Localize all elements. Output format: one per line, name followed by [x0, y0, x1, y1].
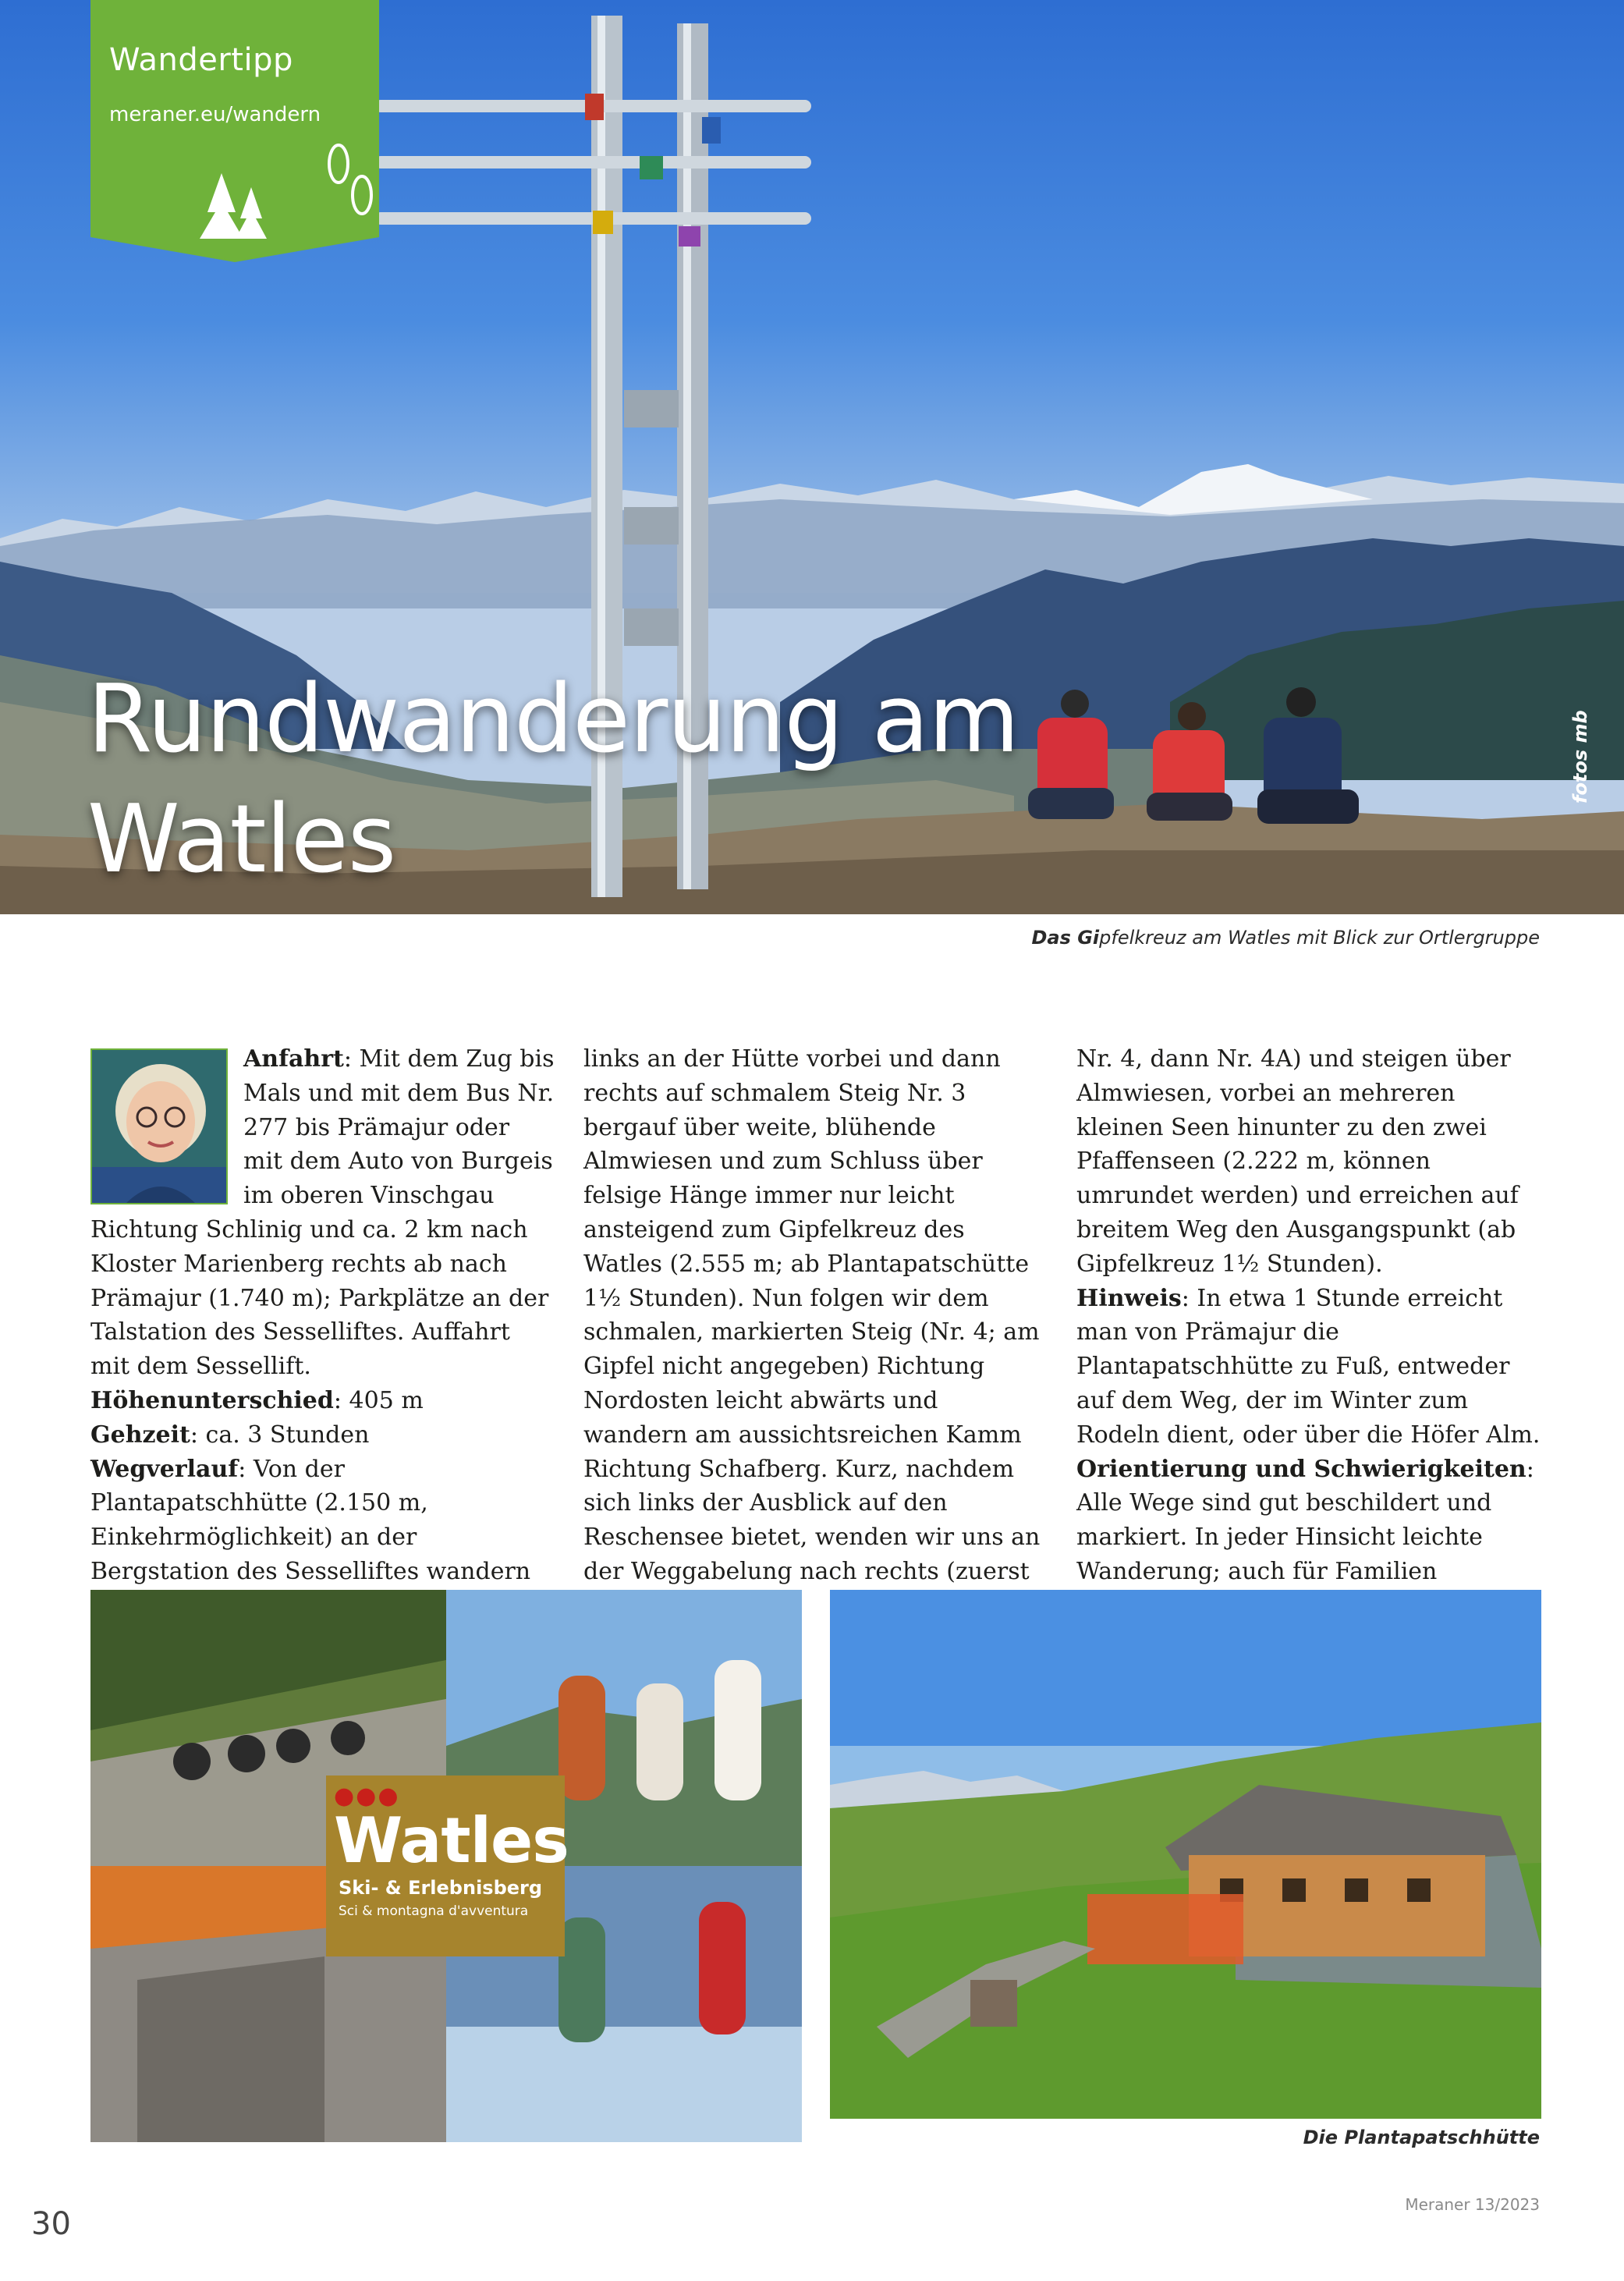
label-gehzeit: Gehzeit — [90, 1421, 190, 1449]
hut-scene — [830, 1590, 1541, 2119]
logo-dots-icon: ●●● — [334, 1783, 400, 1810]
article-column-2 — [583, 1042, 1048, 1623]
article-paragraph — [1076, 1282, 1541, 1453]
label-hinweis: Hinweis — [1076, 1284, 1182, 1312]
text-anfahrt: : Mit dem Zug bis Mals und mit dem Bus Nr. 277 bis Prämajur oder mit dem Auto von Burgeis im oberen Vinschgau Richtung Schlinig und ca. 2 km nach Kloster Marienberg rechts ab nach Prämajur (1.740 m); Parkplätze an der Talstation des Sesselliftes. Auffahrt mit dem Sessellift. — [90, 1045, 555, 1381]
article-paragraph — [90, 1418, 555, 1453]
hut-caption: Die Plantapatschhütte — [1303, 2127, 1540, 2148]
article-paragraph — [90, 1384, 555, 1418]
label-wegverlauf: Wegverlauf — [90, 1455, 239, 1483]
article-body — [90, 1042, 1541, 1585]
tag-title: Wandertipp — [109, 42, 293, 78]
page-title: Rundwanderung am Watles — [87, 665, 1019, 894]
article-column-1 — [90, 1042, 555, 1623]
label-orientierung: Orientierung und Schwierigkeiten — [1076, 1455, 1526, 1483]
text-hoehenunterschied: : 405 m — [333, 1386, 424, 1414]
article-paragraph: Nr. 4, dann Nr. 4A) und steigen über Almwiesen, vorbei an mehreren kleinen Seen hinunter zu den zwei Pfaffenseen (2.222 m, können umrundet werden) und erreichen auf breitem Weg den Ausgangspunkt (ab Gipfelkreuz 1½ Stunden). — [1076, 1045, 1519, 1278]
article-paragraph: links an der Hütte vorbei und dann rechts auf schmalem Steig Nr. 3 bergauf über weite, blühende Almwiesen und zum Schluss über felsige Hänge immer nur leicht ansteigend zum Gipfelkreuz des Watles (2.555 m; ab Plantapatschütte 1½ Stunden). Nun folgen wir dem schmalen, markierten Steig (Nr. 4; am Gipfel nicht angegeben) Richtung Nordosten leicht abwärts und wandern am aussichtsreichen Kamm Richtung Schafberg. Kurz, nachdem sich links der Ausblick auf den Reschensee bietet, wenden wir uns an der Weggabelung nach rechts (zuerst — [583, 1045, 1041, 1585]
wandertipp-tag — [90, 0, 379, 262]
text-gehzeit: : ca. 3 Stunden — [190, 1421, 370, 1449]
hero-photo — [0, 0, 1624, 914]
article-column-3 — [1076, 1042, 1541, 1623]
hero-caption-text: pfelkreuz am Watles mit Blick zur Ortlergruppe — [1099, 927, 1540, 949]
ad-subtitle-de: Ski- & Erlebnisberg — [339, 1877, 543, 1899]
hero-caption-bold: Das Gi — [1031, 927, 1100, 949]
text-wegverlauf: : Von der Plantapatschhütte (2.150 m, Einkehrmöglichkeit) an der Bergstation des Sesselliftes wandern — [90, 1455, 531, 1585]
text-hinweis: : In etwa 1 Stunde erreicht man von Prämajur die Plantapatschhütte zu Fuß, entweder auf dem Weg, der im Winter zum Rodeln dient, oder über die Höfer Alm. — [1076, 1284, 1541, 1449]
watles-advertisement[interactable] — [90, 1590, 802, 2142]
tag-url[interactable]: meraner.eu/wandern — [109, 103, 321, 126]
hero-caption — [1031, 927, 1540, 949]
ad-subtitle-it: Sci & montagna d'avventura — [339, 1903, 529, 1919]
watles-logo-box — [326, 1775, 569, 1956]
issue-label: Meraner 13/2023 — [1405, 2195, 1540, 2214]
ad-brand-name: Watles — [334, 1804, 569, 1877]
author-portrait — [90, 1048, 228, 1204]
page-number: 30 — [31, 2206, 71, 2242]
label-hoehenunterschied: Höhenunterschied — [90, 1386, 334, 1414]
tag-banner-shape — [90, 0, 379, 262]
photo-credit: fotos mb — [1569, 710, 1591, 803]
text-orientierung: : Alle Wege sind gut beschildert und markiert. In jeder Hinsicht leichte Wanderung; auch für Familien — [1076, 1455, 1534, 1585]
plantapatschhuette-photo — [830, 1590, 1541, 2119]
label-anfahrt: Anfahrt — [243, 1045, 344, 1073]
